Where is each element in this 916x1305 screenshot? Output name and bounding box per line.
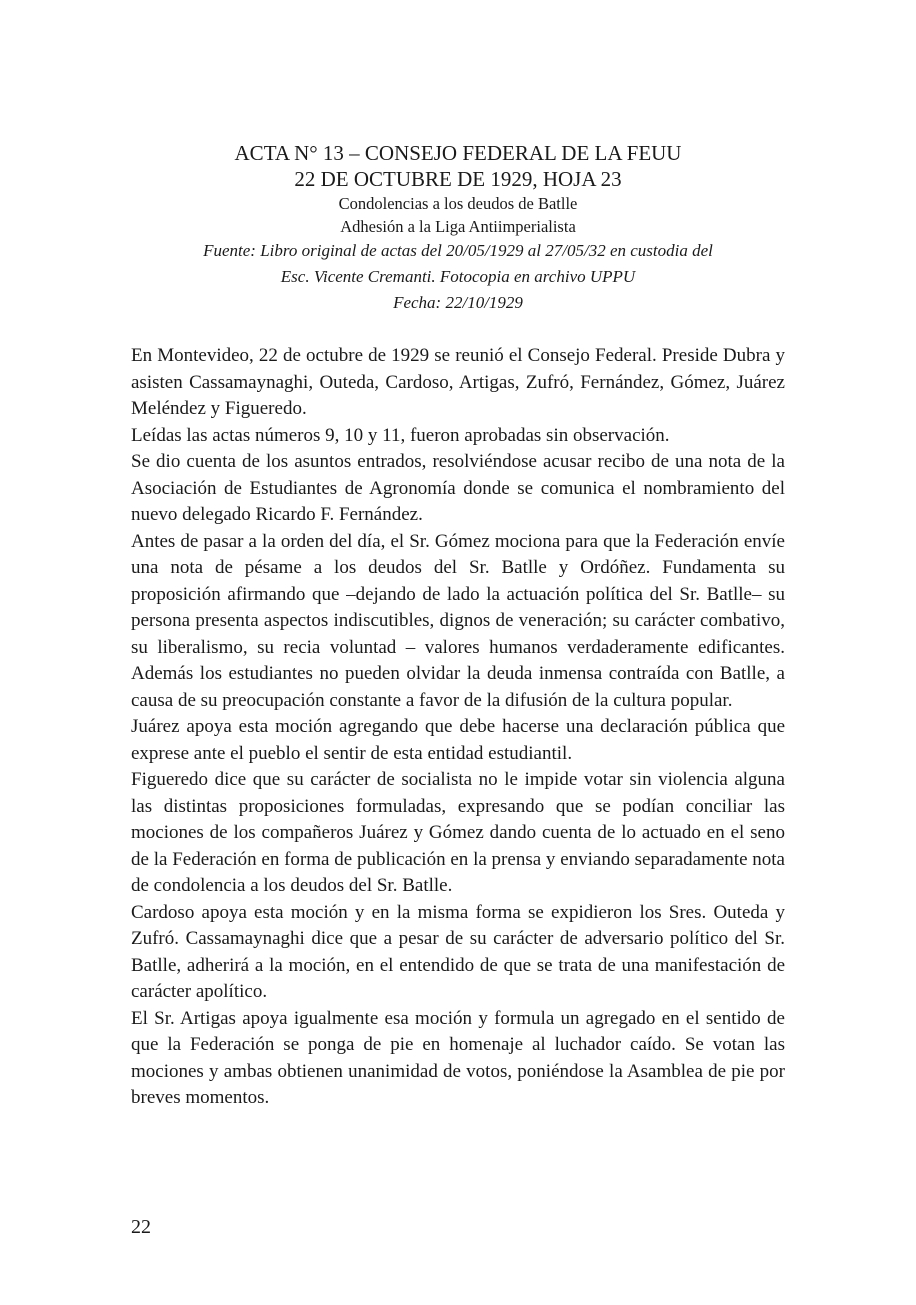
act-date-title: 22 DE OCTUBRE DE 1929, HOJA 23 [294, 167, 622, 191]
act-subject-condolences: Condolencias a los deudos de Batlle [338, 194, 578, 213]
paragraph-cardoso: Cardoso apoya esta moción y en la misma forma se expidieron los Sres. Outeda y Zufró. Cassamaynaghi dice que a pesar de su carácter de adversario político del Sr. Batlle, adherirá a la moción, en el entendido de que se trata de una manifestación de carácter apolítico. [131, 901, 785, 1002]
act-title: ACTA N° 13 – CONSEJO FEDERAL DE LA FEUU [234, 141, 682, 165]
paragraph-figueredo: Figueredo dice que su carácter de socialista no le impide votar sin violencia alguna las distintas proposiciones formuladas, expresando que se podían conciliar las mociones de los compañeros Juárez y Gómez dando cuenta de lo actuado en el seno de la Federación en forma de publicación en la prensa y enviando separadamente nota de condolencia a los deudos del Sr. Batlle. [131, 769, 785, 896]
paragraph-juarez-support: Juárez apoya esta moción agregando que debe hacerse una declaración pública que exprese ante el pueblo el sentir de esta entidad estudiantil. [131, 716, 785, 764]
paragraph-gomez-motion: Antes de pasar a la orden del día, el Sr. Gómez mociona para que la Federación envíe una nota de pésame a los deudos del Sr. Batlle y Ordóñez. Fundamenta su proposición afirmando que –dejando de lado la actuación política del Sr. Batlle– su persona presenta aspectos indiscutibles, dignos de veneración; su carácter combativo, su liberalismo, su recia voluntad – valores humanos verdaderamente edificantes. Además los estudiantes no pueden olvidar la deuda inmensa contraída con Batlle, a causa de su preocupación constante a favor de la difusión de la cultura popular. [131, 530, 785, 711]
act-subject-league: Adhesión a la Liga Antiimperialista [340, 217, 576, 236]
page-number: 22 [131, 1216, 151, 1238]
paragraph-artigas-vote: El Sr. Artigas apoya igualmente esa moción y formula un agregado en el sentido de que la Federación se ponga de pie en homenaje al luchador caído. Se votan las mociones y ambas obtienen unanimidad de votos, poniéndose la Asamblea de pie por breves momentos. [131, 1007, 785, 1108]
act-body [131, 343, 785, 1112]
paragraph-minutes-approval: Leídas las actas números 9, 10 y 11, fueron aprobadas sin observación. [131, 424, 670, 446]
document-header [100, 140, 816, 316]
act-date: Fecha: 22/10/1929 [393, 293, 523, 312]
source-line-2: Esc. Vicente Cremanti. Fotocopia en archivo UPPU [280, 267, 636, 286]
source-line-1: Fuente: Libro original de actas del 20/05/1929 al 27/05/32 en custodia del [203, 241, 713, 260]
paragraph-incoming-matters: Se dio cuenta de los asuntos entrados, resolviéndose acusar recibo de una nota de la Asociación de Estudiantes de Agronomía donde se comunica el nombramiento del nuevo delegado Ricardo F. Fernández. [131, 451, 785, 525]
paragraph-attendance: En Montevideo, 22 de octubre de 1929 se reunió el Consejo Federal. Preside Dubra y asisten Cassamaynaghi, Outeda, Cardoso, Artigas, Zufró, Fernández, Gómez, Juárez Meléndez y Figueredo. [131, 345, 785, 419]
